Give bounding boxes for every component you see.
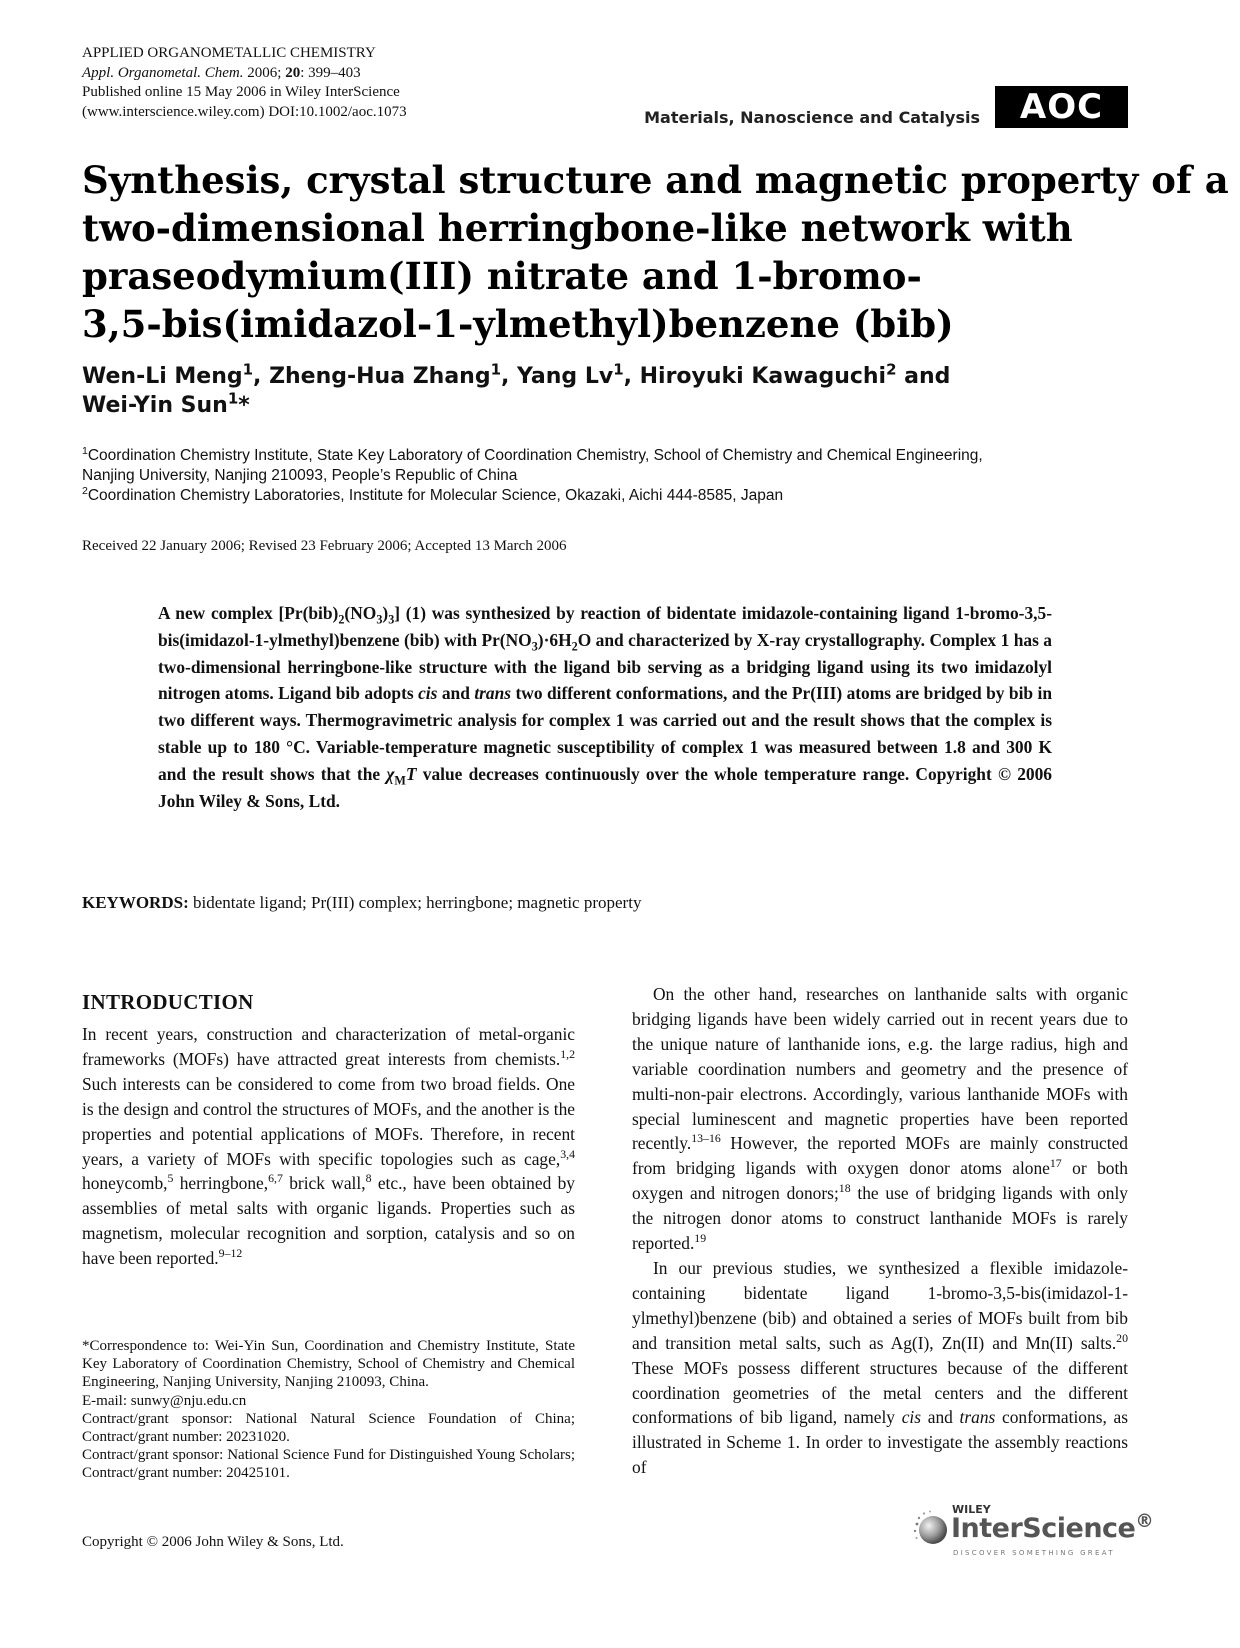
paragraph (632, 1256, 1128, 1480)
body-text: On the other hand, researches on lanthanide salts with organic bridging ligands have been widely carried out in recent years due to the unique nature of lanthanide ions, e.g. the large radius, high and variable coordination numbers and geometry and the presence of multi-non-pair electrons. Accordingly, various lanthanide MOFs with special luminescent and magnetic properties have been reported recently. (632, 984, 1128, 1154)
abstract-text: A new complex [Pr(bib) (158, 603, 339, 623)
body-text: or both oxygen and nitrogen donors; (632, 1158, 1128, 1204)
affiliation-1-cont: Nanjing University, Nanjing 210093, People’s Republic of China (82, 467, 518, 484)
author-name: , Yang Lv (501, 364, 614, 389)
body-text: brick wall, (282, 1173, 366, 1194)
citation-line (82, 64, 502, 84)
author-line (82, 391, 1142, 420)
abstract-text: ) (382, 603, 389, 623)
title-line: two-dimensional herringbone-like network with (82, 206, 1073, 250)
copyright-footer: Copyright © 2006 John Wiley & Sons, Ltd. (82, 1534, 344, 1550)
author-name: Wen-Li Meng (82, 364, 243, 389)
journal-header (82, 44, 502, 122)
italic-term: trans (474, 683, 512, 704)
corresponding-mark: * (238, 393, 250, 418)
interscience-logo (905, 1500, 1154, 1562)
abstract-text: two different conformations, and the Pr(III) atoms are bridged by bib in two different ways. Thermogravimetric analysis for complex 1 was carried out and the result shows that the complex is stable up to 180 °C. Variable-temperature magnetic susceptibility of complex 1 was measured between 1.8 and 300 K and the result shows that the (158, 683, 1053, 784)
journal-name: APPLIED ORGANOMETALLIC CHEMISTRY (82, 45, 376, 61)
author-name: Wei-Yin Sun (82, 393, 228, 418)
author-affil-ref: 1 (613, 360, 624, 379)
published-line: Published online 15 May 2006 in Wiley InterScience (82, 84, 400, 100)
citation-ref: 18 (838, 1181, 851, 1196)
doi-line: (www.interscience.wiley.com) DOI:10.1002/aoc.1073 (82, 103, 407, 120)
journal-badge: AOC (995, 86, 1128, 128)
body-text: In recent years, construction and characterization of metal-organic frameworks (MOFs) have attracted great interests from chemists. (82, 1024, 575, 1069)
citation-ref: 8 (365, 1171, 372, 1186)
abstract (158, 600, 1052, 814)
citation-year: 2006; (247, 64, 282, 81)
keywords-text: bidentate ligand; Pr(III) complex; herringbone; magnetic property (188, 893, 642, 912)
paragraph (632, 982, 1128, 1256)
citation-ref: 6,7 (268, 1171, 283, 1186)
grant-note: Contract/grant sponsor: National Natural Science Foundation of China; Contract/grant number: 20231020. (82, 1410, 575, 1446)
citation-volume: 20 (285, 64, 301, 81)
abstract-text: ] (1) was synthesized by reaction of bidentate imidazole-containing ligand 1-bromo-3,5-bis(imidazol-1-ylmethyl)benzene (bib) with Pr(NO (158, 603, 1052, 650)
title-line: Synthesis, crystal structure and magnetic property of a (82, 158, 1229, 202)
affiliations (82, 446, 1162, 506)
registered-mark: ® (1135, 1511, 1154, 1532)
author-affil-ref: 1 (242, 360, 254, 379)
orb-icon (913, 1510, 949, 1546)
correspondence-note: *Correspondence to: Wei-Yin Sun, Coordination and Chemistry Institute, State Key Laboratory of Coordination Chemistry, School of Chemistry and Chemical Engineering, Nanjing University, Nanjing 210093, China. (82, 1338, 575, 1391)
citation-ref: 3,4 (560, 1146, 575, 1161)
logo-wordmark (951, 1513, 1153, 1544)
author-affil-ref: 1 (490, 360, 501, 379)
section-label: Materials, Nanoscience and Catalysis (644, 108, 980, 127)
logo-name-text: InterScience (951, 1513, 1136, 1544)
author-line (82, 362, 1142, 391)
author-list (82, 362, 1142, 420)
body-text: Such interests can be considered to come from two broad fields. One is the design and control the structures of MOFs, and the another is the properties and potential applications of MOFs. Therefore, in recent years, a variety of MOFs with specific topologies such as cage, (82, 1073, 575, 1169)
citation-ref: 19 (694, 1231, 707, 1246)
italic-term: cis (418, 683, 438, 704)
paragraph (82, 1022, 575, 1271)
body-text: In our previous studies, we synthesized a flexible imidazole-containing bidentate ligand 1-bromo-3,5-bis(imidazol-1-ylmethyl)benzene (bib) and obtained a series of MOFs built from bib and transition metal salts, such as Ag(I), Zn(II) and Mn(II) salts. (632, 1257, 1128, 1353)
citation-ref: 20 (1116, 1330, 1128, 1345)
body-text: However, the reported MOFs are mainly constructed from bridging ligands with oxygen donor atoms alone (632, 1133, 1128, 1179)
author-affil-ref: 1 (227, 389, 239, 408)
subscript: 2 (571, 639, 578, 654)
author-conjunction: and (896, 364, 951, 389)
article-title (82, 156, 1229, 348)
citation-pages: : 399–403 (300, 64, 361, 81)
body-text: and (921, 1407, 960, 1428)
body-text: herringbone, (173, 1173, 269, 1194)
section-heading-introduction: INTRODUCTION (82, 990, 254, 1014)
affil-number: 2 (82, 484, 88, 497)
footnote (82, 1337, 575, 1483)
body-text: etc., have been obtained by assemblies of metal salts with organic ligands. Properties such as magnetism, molecular recognition and sorption, catalysis and so on have been reported. (82, 1173, 575, 1269)
keywords (82, 893, 641, 913)
affil-text: Coordination Chemistry Laboratories, Institute for Molecular Science, Okazaki, Aichi 444-8585, Japan (87, 487, 784, 504)
subscript: 3 (531, 639, 538, 654)
abstract-text: O and characterized by X-ray crystallography. Complex 1 has a two-dimensional herringbone-like structure with the ligand bib serving as a bridging ligand using its two imidazolyl nitrogen atoms. Ligand bib adopts (158, 629, 1052, 704)
body-text: honeycomb, (82, 1173, 168, 1194)
body-column-right (632, 982, 1128, 1480)
abstract-text: and (437, 683, 475, 704)
abstract-text: )·6H (537, 629, 572, 650)
abstract-text: (NO (344, 603, 377, 623)
title-line: praseodymium(III) nitrate and 1-bromo- (82, 254, 922, 298)
subscript: M (394, 773, 406, 788)
author-name: , Hiroyuki Kawaguchi (623, 364, 887, 389)
email-note: E-mail: sunwy@nju.edu.cn (82, 1392, 247, 1409)
affil-text: Coordination Chemistry Institute, State Key Laboratory of Coordination Chemistry, School of Chemistry and Chemical Engineering, (87, 447, 983, 464)
body-text: These MOFs possess different structures because of the different coordination geometries of the metal centers and the different conformations of bib ligand, namely (632, 1357, 1128, 1428)
body-text: the use of bridging ligands with only the nitrogen donor atoms to construct lanthanide MOFs is rarely reported. (632, 1183, 1128, 1254)
abstract-text: value decreases continuously over the whole temperature range. Copyright © 2006 John Wiley & Sons, Ltd. (158, 763, 1052, 811)
affil-number: 1 (82, 444, 88, 457)
citation-ref: 17 (1049, 1156, 1062, 1171)
citation-ref: 1,2 (560, 1047, 575, 1062)
article-dates: Received 22 January 2006; Revised 23 February 2006; Accepted 13 March 2006 (82, 538, 567, 554)
citation-ref: 9–12 (218, 1246, 243, 1261)
citation-ref: 13–16 (691, 1131, 721, 1146)
title-line: 3,5-bis(imidazol-1-ylmethyl)benzene (bib) (82, 302, 954, 346)
author-affil-ref: 2 (886, 360, 897, 379)
subscript: 3 (376, 612, 383, 627)
body-text: conformations, as illustrated in Scheme 1. In order to investigate the assembly reactions of (632, 1407, 1129, 1478)
citation-abbrev: Appl. Organometal. Chem. (82, 64, 244, 81)
subscript: 3 (388, 612, 395, 627)
citation-ref: 5 (167, 1171, 174, 1186)
italic-term: T (405, 763, 417, 784)
italic-term: trans (959, 1407, 996, 1428)
keywords-label: KEYWORDS: (82, 893, 189, 912)
body-column-left (82, 1022, 575, 1271)
chi-symbol: χ (386, 763, 395, 784)
logo-tagline: DISCOVER SOMETHING GREAT (953, 1549, 1115, 1557)
wiley-mark: WILEY (952, 1503, 991, 1516)
subscript: 2 (338, 612, 345, 627)
affiliation-1 (82, 446, 1162, 466)
author-name: , Zheng-Hua Zhang (253, 364, 491, 389)
italic-term: cis (901, 1407, 922, 1428)
grant-note: Contract/grant sponsor: National Science Fund for Distinguished Young Scholars; Contract/grant number: 20425101. (82, 1447, 575, 1482)
affiliation-2 (82, 486, 1162, 506)
